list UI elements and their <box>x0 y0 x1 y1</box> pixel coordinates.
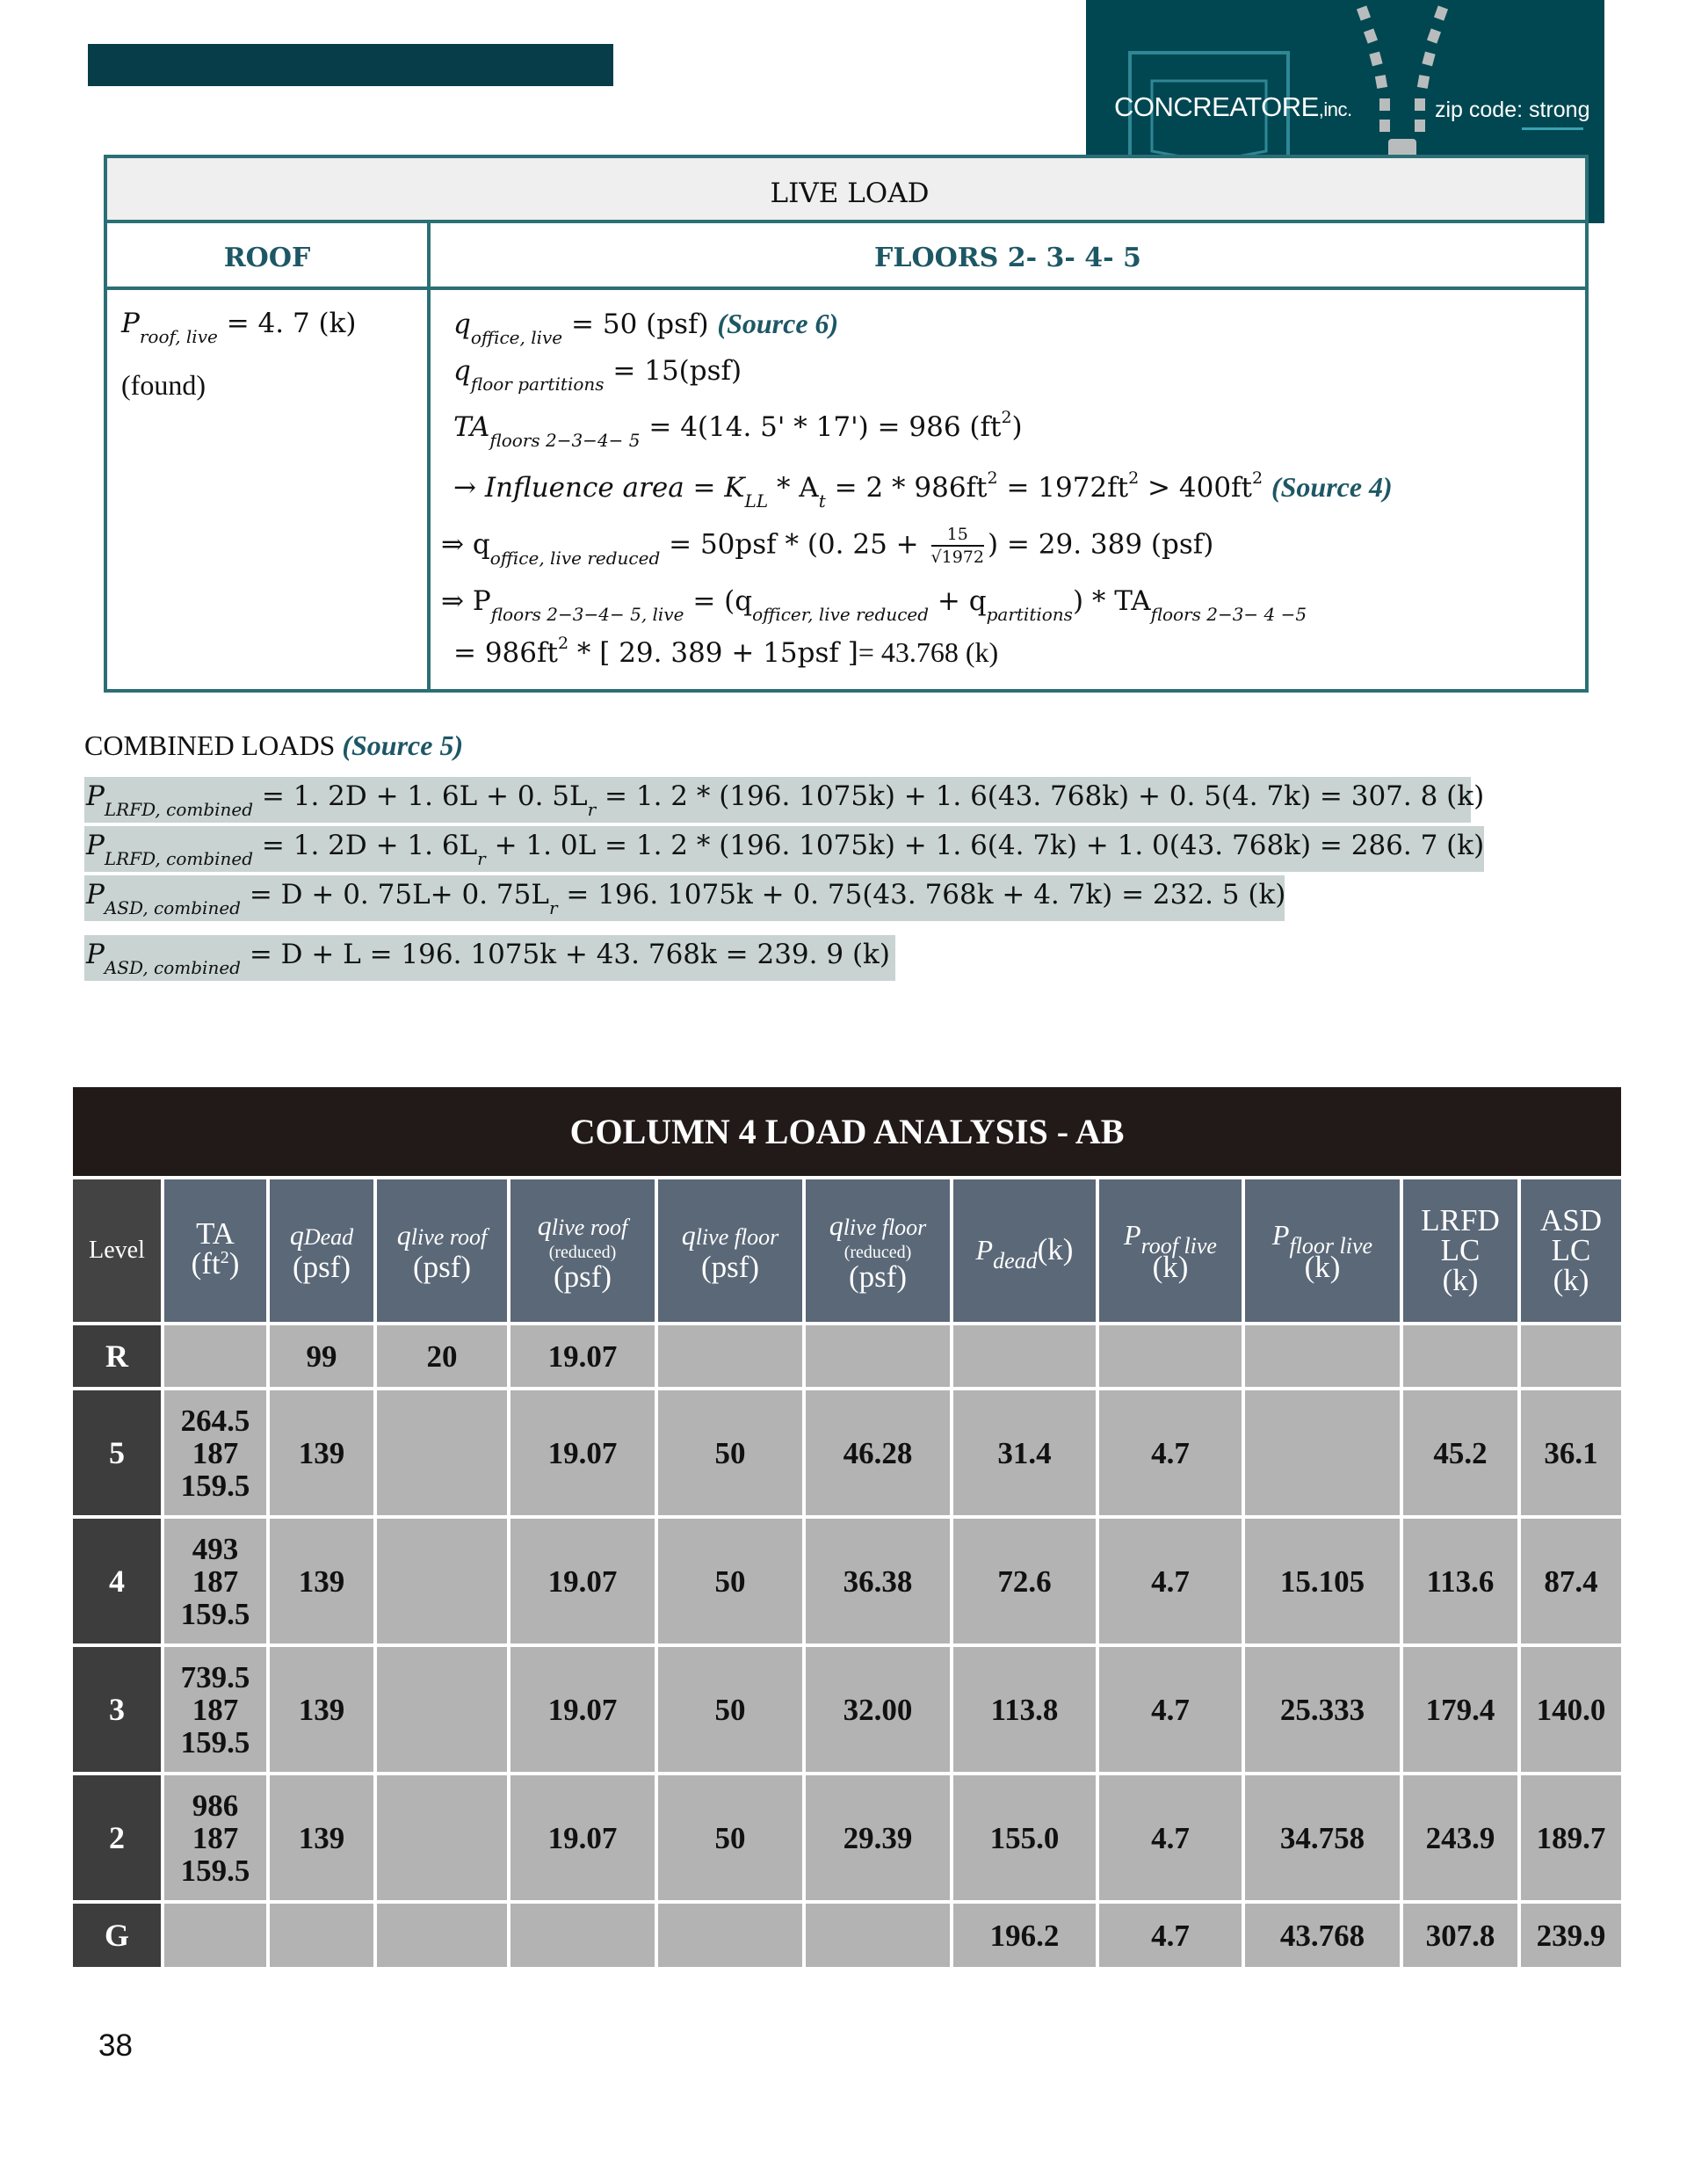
header-q-live-floor-reduced: qlive floor (reduced) (psf) <box>806 1179 950 1322</box>
combined-loads-title: COMBINED LOADS (Source 5) <box>84 729 464 761</box>
row-level-4: 4 <box>73 1519 161 1643</box>
logo-brand: CONCREATORE,inc. <box>1114 91 1352 122</box>
live-load-table <box>104 155 1589 693</box>
cell-lrfd: 307.8 <box>1403 1904 1517 1967</box>
header-lrfd: LRFD LC (k) <box>1403 1179 1517 1322</box>
cell-q-live-floor-reduced: 46.28 <box>806 1390 950 1515</box>
cell-q-live-floor-reduced <box>806 1325 950 1387</box>
asd-combination-2: $P_{ASD, combined} = D + L = 196$. 1075k + 43. 768k = 239. 9 (k) <box>86 939 890 978</box>
cell-p-roof-live: 4.7 <box>1099 1519 1242 1643</box>
cell-p-dead: 72.6 <box>953 1519 1096 1643</box>
lrfd-combination-1: $P_{LRFD, combined} = 1$. 2D + 1. 6L + 0. $5L_r = 1$. 2 * (196. 1075k) + 1. 6(43. 768k) + 0. 5(4. 7k) = 307. 8 (k) <box>86 780 1485 820</box>
cell-ta <box>164 1325 266 1387</box>
header-asd: ASD LC (k) <box>1521 1179 1621 1322</box>
cell-q-dead: 139 <box>270 1519 373 1643</box>
row-level-2: 2 <box>73 1775 161 1900</box>
column-load-table <box>70 1085 1624 1972</box>
cell-p-dead: 113.8 <box>953 1647 1096 1772</box>
influence-area-equation: → Influence area = $K_{LL} * A_t = 2 * 986ft^2 = 1972ft^2 > 400ft^2$ (Source 4) <box>453 468 1393 512</box>
header-p-dead: $P_{dead}(k)$ <box>953 1179 1096 1322</box>
header-p-roof-live: $P_{roof live}$ (k) <box>1099 1179 1242 1322</box>
cell-asd: 140.0 <box>1521 1647 1621 1772</box>
cell-q-live-roof <box>377 1647 507 1772</box>
header-ta: TA $(ft^2)$ <box>164 1179 266 1322</box>
floor-live-load-result: = $986ft^2$ * [ 29. 389 + 15psf ]= 43.768 (k) <box>453 634 999 669</box>
cell-lrfd: 179.4 <box>1403 1647 1517 1772</box>
cell-q-live-roof-reduced: 19.07 <box>510 1775 655 1900</box>
cell-q-live-floor: 50 <box>658 1519 802 1643</box>
cell-ta: 739.5 187 159.5 <box>164 1647 266 1772</box>
cell-p-floor-live: 43.768 <box>1245 1904 1400 1967</box>
cell-q-live-floor <box>658 1904 802 1967</box>
live-load-header <box>107 158 1585 223</box>
cell-p-floor-live: 34.758 <box>1245 1775 1400 1900</box>
column-divider <box>427 223 431 693</box>
cell-lrfd <box>1403 1325 1517 1387</box>
header-q-live-roof: qlive roof (psf) <box>377 1179 507 1322</box>
cell-q-live-roof: 20 <box>377 1325 507 1387</box>
floors-header: FLOORS 2- 3- 4- 5 <box>874 243 1141 273</box>
cell-q-live-floor-reduced: 32.00 <box>806 1647 950 1772</box>
cell-q-live-roof <box>377 1904 507 1967</box>
cell-ta: 493 187 159.5 <box>164 1519 266 1643</box>
cell-p-roof-live: 4.7 <box>1099 1390 1242 1515</box>
cell-p-roof-live: 4.7 <box>1099 1647 1242 1772</box>
cell-asd <box>1521 1325 1621 1387</box>
cell-q-live-floor: 50 <box>658 1775 802 1900</box>
column-table-title: COLUMN 4 LOAD ANALYSIS - AB <box>73 1087 1621 1176</box>
cell-ta <box>164 1904 266 1967</box>
live-load-title: LIVE LOAD <box>770 178 930 209</box>
floor-live-load-equation: ⇒ $P_{floors 2-3-4- 5, live} = (q_{officer, live reduced} + q_{partitions}) * TA_{floors 2-3- 4 -5}$ <box>441 585 1307 625</box>
cell-p-floor-live <box>1245 1390 1400 1515</box>
page-number: 38 <box>98 2028 133 2063</box>
cell-p-dead <box>953 1325 1096 1387</box>
roof-live-equation: $P_{roof, live} = 4$. 7 (k) <box>121 308 357 347</box>
row-level-5: 5 <box>73 1390 161 1515</box>
floor-partitions-equation: $q_{floor partitions} = 15(psf)$ <box>453 355 742 395</box>
office-live-equation: $q_{office, live} = 50$ (psf) (Source 6) <box>453 308 839 348</box>
cell-q-live-roof-reduced: 19.07 <box>510 1325 655 1387</box>
cell-lrfd: 243.9 <box>1403 1775 1517 1900</box>
header-q-live-roof-reduced: qlive roof (reduced) (psf) <box>510 1179 655 1322</box>
cell-asd: 36.1 <box>1521 1390 1621 1515</box>
cell-p-floor-live: 25.333 <box>1245 1647 1400 1772</box>
cell-p-dead: 196.2 <box>953 1904 1096 1967</box>
header-q-live-floor: qlive floor (psf) <box>658 1179 802 1322</box>
cell-q-dead: 139 <box>270 1775 373 1900</box>
cell-q-live-floor-reduced <box>806 1904 950 1967</box>
cell-p-roof-live: 4.7 <box>1099 1775 1242 1900</box>
header-level: Level <box>73 1179 161 1322</box>
header-p-floor-live: $P_{floor live}$ (k) <box>1245 1179 1400 1322</box>
cell-lrfd: 45.2 <box>1403 1390 1517 1515</box>
asd-combination-1: $P_{ASD, combined} = D + 0$. 75L+ 0. $75L_r = 196$. 1075k + 0. 75(43. 768k + 4. 7k) = 232. 5 (k) <box>86 879 1286 918</box>
cell-p-floor-live <box>1245 1325 1400 1387</box>
cell-asd: 239.9 <box>1521 1904 1621 1967</box>
row-level-r: R <box>73 1325 161 1387</box>
source-6: (Source 6) <box>717 308 839 339</box>
cell-q-live-roof-reduced: 19.07 <box>510 1390 655 1515</box>
cell-q-dead: 99 <box>270 1325 373 1387</box>
source-4: (Source 4) <box>1271 471 1393 503</box>
row-level-g: G <box>73 1904 161 1967</box>
reduced-live-equation: ⇒ $q_{office, live reduced} = 50psf * (0$. 25 + $\frac{15}{√1972}$ ) = 29. 389 (psf) <box>441 525 1214 569</box>
cell-q-live-roof <box>377 1775 507 1900</box>
lrfd-combination-2: $P_{LRFD, combined} = 1$. 2D + 1. $6L_r + 1$. 0L = 1. 2 * (196. 1075k) + 1. 6(4. 7k) + 1. 0(43. 768k) = 286. 7 (k) <box>86 830 1485 869</box>
cell-ta: 264.5 187 159.5 <box>164 1390 266 1515</box>
cell-q-dead: 139 <box>270 1647 373 1772</box>
cell-lrfd: 113.6 <box>1403 1519 1517 1643</box>
header-bar <box>88 44 613 86</box>
fraction: $\frac{15}{√1972}$ <box>930 525 984 567</box>
roof-note: (found) <box>121 369 206 401</box>
cell-q-live-roof-reduced <box>510 1904 655 1967</box>
tributary-area-equation: $TA_{floors 2-3-4- 5} = 4(14$. 5' * 17') = 986 $(ft^2)$ <box>453 408 1023 451</box>
cell-p-roof-live <box>1099 1325 1242 1387</box>
cell-q-live-floor-reduced: 29.39 <box>806 1775 950 1900</box>
tagline-underline <box>1522 127 1583 130</box>
cell-q-live-floor: 50 <box>658 1390 802 1515</box>
cell-q-live-roof <box>377 1390 507 1515</box>
cell-q-live-floor-reduced: 36.38 <box>806 1519 950 1643</box>
cell-q-live-floor <box>658 1325 802 1387</box>
row-level-3: 3 <box>73 1647 161 1772</box>
cell-ta: 986 187 159.5 <box>164 1775 266 1900</box>
cell-q-live-floor: 50 <box>658 1647 802 1772</box>
cell-p-roof-live: 4.7 <box>1099 1904 1242 1967</box>
source-5: (Source 5) <box>342 729 464 761</box>
cell-asd: 189.7 <box>1521 1775 1621 1900</box>
cell-q-live-roof <box>377 1519 507 1643</box>
cell-asd: 87.4 <box>1521 1519 1621 1643</box>
cell-q-dead: 139 <box>270 1390 373 1515</box>
row-divider <box>107 287 1585 290</box>
cell-q-dead <box>270 1904 373 1967</box>
cell-p-dead: 31.4 <box>953 1390 1096 1515</box>
logo-tagline: zip code: strong <box>1435 98 1590 122</box>
cell-q-live-roof-reduced: 19.07 <box>510 1519 655 1643</box>
cell-p-dead: 155.0 <box>953 1775 1096 1900</box>
roof-header: ROOF <box>223 243 311 273</box>
cell-q-live-roof-reduced: 19.07 <box>510 1647 655 1772</box>
cell-p-floor-live: 15.105 <box>1245 1519 1400 1643</box>
header-q-dead: qDead (psf) <box>270 1179 373 1322</box>
